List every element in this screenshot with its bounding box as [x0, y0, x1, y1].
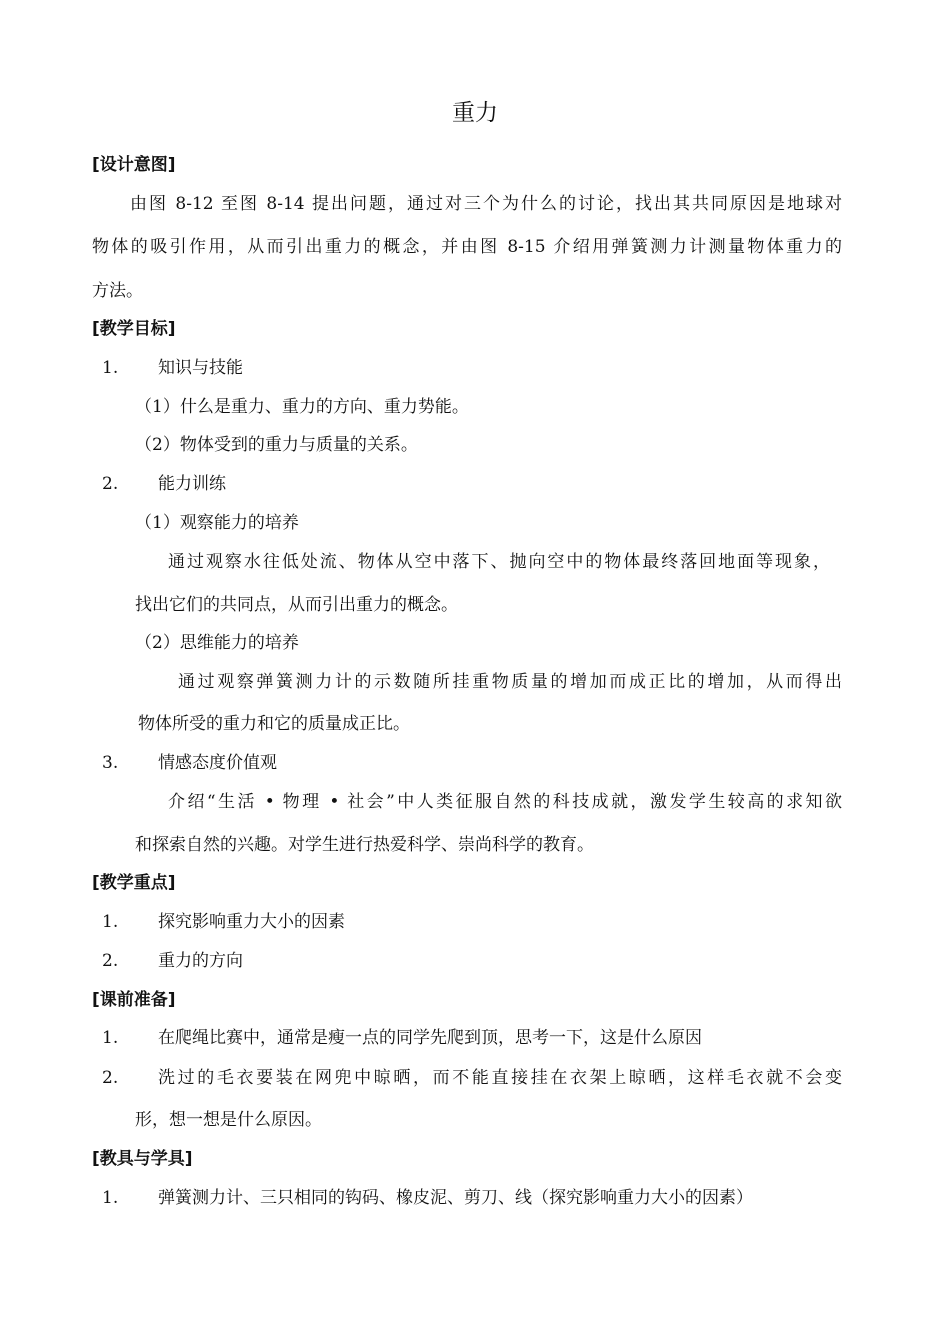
goal-1-sub-2: （2）物体受到的重力与质量的关系。 — [135, 435, 418, 455]
goal-2-sub-1-line-1: 通过观察水往低处流、物体从空中落下、抛向空中的物体最终落回地面等现象， — [168, 552, 830, 572]
page-title: 重力 — [452, 100, 498, 126]
keypoint-1-number: 1. — [102, 912, 119, 932]
section-heading-tools: [教具与学具] — [92, 1149, 193, 1169]
keypoint-2-text: 重力的方向 — [158, 951, 243, 971]
goal-3-line-1: 介绍“生活 • 物理 • 社会”中人类征服自然的科技成就，激发学生较高的求知欲 — [168, 792, 842, 812]
goal-3-label: 情感态度价值观 — [158, 753, 277, 773]
prep-1-text: 在爬绳比赛中，通常是瘦一点的同学先爬到顶，思考一下，这是什么原因 — [158, 1028, 702, 1048]
prep-1-number: 1. — [102, 1028, 119, 1048]
tools-1-text: 弹簧测力计、三只相同的钩码、橡皮泥、剪刀、线（探究影响重力大小的因素） — [158, 1188, 753, 1208]
keypoint-2-number: 2. — [102, 951, 119, 971]
goal-2-label: 能力训练 — [158, 474, 226, 494]
section-heading-design: [设计意图] — [92, 155, 176, 175]
goal-1-label: 知识与技能 — [158, 358, 243, 378]
goal-2-sub-1: （1）观察能力的培养 — [135, 513, 299, 533]
tools-1-number: 1. — [102, 1188, 119, 1208]
prep-2-line-1: 洗过的毛衣要装在网兜中晾晒，而不能直接挂在衣架上晾晒，这样毛衣就不会变 — [158, 1068, 842, 1088]
goal-3-line-2: 和探索自然的兴趣。对学生进行热爱科学、崇尚科学的教育。 — [135, 835, 594, 855]
prep-2-line-2: 形，想一想是什么原因。 — [135, 1110, 322, 1130]
goal-2-sub-2-line-2: 物体所受的重力和它的质量成正比。 — [138, 714, 410, 734]
prep-2-number: 2. — [102, 1068, 119, 1088]
goal-2-sub-2: （2）思维能力的培养 — [135, 633, 299, 653]
goal-2-sub-1-line-2: 找出它们的共同点，从而引出重力的概念。 — [135, 595, 458, 615]
design-paragraph-line-2: 物体的吸引作用，从而引出重力的概念，并由图 8-15 介绍用弹簧测力计测量物体重力的 — [92, 237, 842, 257]
goal-3-number: 3. — [102, 753, 119, 773]
design-paragraph-line-3: 方法。 — [92, 281, 143, 301]
goal-2-number: 2. — [102, 474, 119, 494]
section-heading-prep: [课前准备] — [92, 990, 176, 1010]
keypoint-1-text: 探究影响重力大小的因素 — [158, 912, 345, 932]
goal-1-number: 1. — [102, 358, 119, 378]
design-paragraph-line-1: 由图 8-12 至图 8-14 提出问题，通过对三个为什么的讨论，找出其共同原因是地球对 — [130, 194, 842, 214]
section-heading-goals: [教学目标] — [92, 319, 176, 339]
goal-2-sub-2-line-1: 通过观察弹簧测力计的示数随所挂重物质量的增加而成正比的增加，从而得出 — [178, 672, 842, 692]
goal-1-sub-1: （1）什么是重力、重力的方向、重力势能。 — [135, 397, 469, 417]
section-heading-keypoints: [教学重点] — [92, 873, 176, 893]
